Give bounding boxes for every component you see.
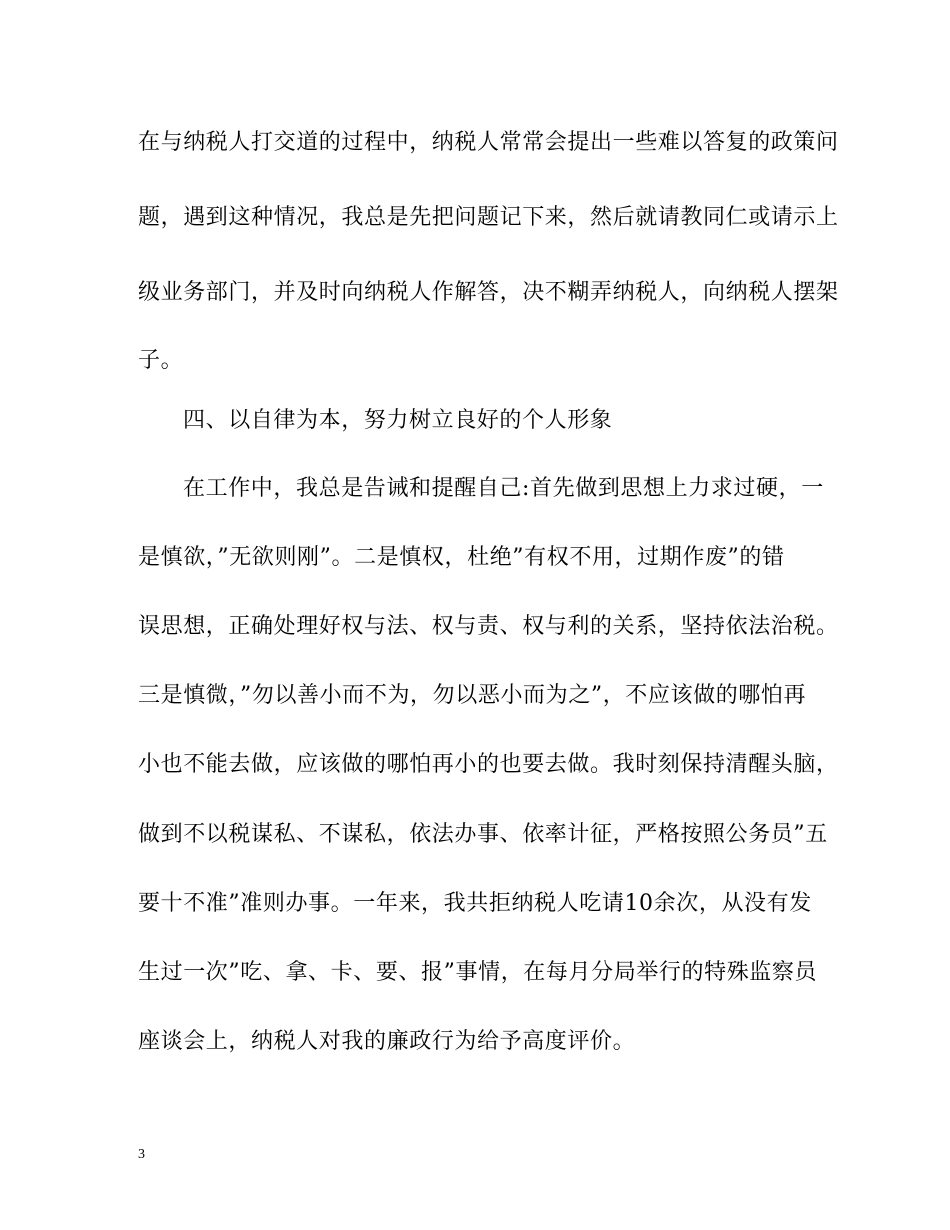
- section-heading: 四、以自律为本，努力树立良好的个人形象: [183, 408, 613, 433]
- paragraph-line: 题，遇到这种情况，我总是先把问题记下来，然后就请教同仁或请示上: [138, 205, 839, 230]
- paragraph-line: 在工作中，我总是告诫和提醒自己:首先做到思想上力求过硬，一: [183, 476, 824, 501]
- paragraph-line: 生过一次”吃、拿、卡、要、报”事情，在每月分局举行的特殊监察员: [138, 960, 818, 985]
- paragraph-line: 级业务部门，并及时向纳税人作解答，决不糊弄纳税人，向纳税人摆架: [138, 280, 839, 305]
- page-number: 3: [138, 1147, 145, 1162]
- paragraph-line: 是慎欲，”无欲则刚”。二是慎权，杜绝”有权不用，过期作废”的错: [138, 545, 785, 570]
- paragraph-line: 座谈会上，纳税人对我的廉政行为给予高度评价。: [138, 1029, 636, 1054]
- paragraph-line: 小也不能去做，应该做的哪怕再小的也要去做。我时刻保持清醒头脑，: [138, 752, 839, 777]
- paragraph-line: 误思想，正确处理好权与法、权与责、权与利的关系，坚持依法治税。: [138, 614, 839, 639]
- paragraph-line: 在与纳税人打交道的过程中，纳税人常常会提出一些难以答复的政策问: [138, 130, 839, 155]
- paragraph-line: 子。: [138, 348, 184, 373]
- paragraph-line: 要十不准”准则办事。一年来，我共拒纳税人吃请10余次，从没有发: [138, 891, 812, 916]
- paragraph-line: 做到不以税谋私、不谋私，依法办事、依率计征，严格按照公务员”五: [138, 822, 828, 847]
- paragraph-line: 三是慎微，”勿以善小而不为，勿以恶小而为之”，不应该做的哪怕再: [138, 683, 807, 708]
